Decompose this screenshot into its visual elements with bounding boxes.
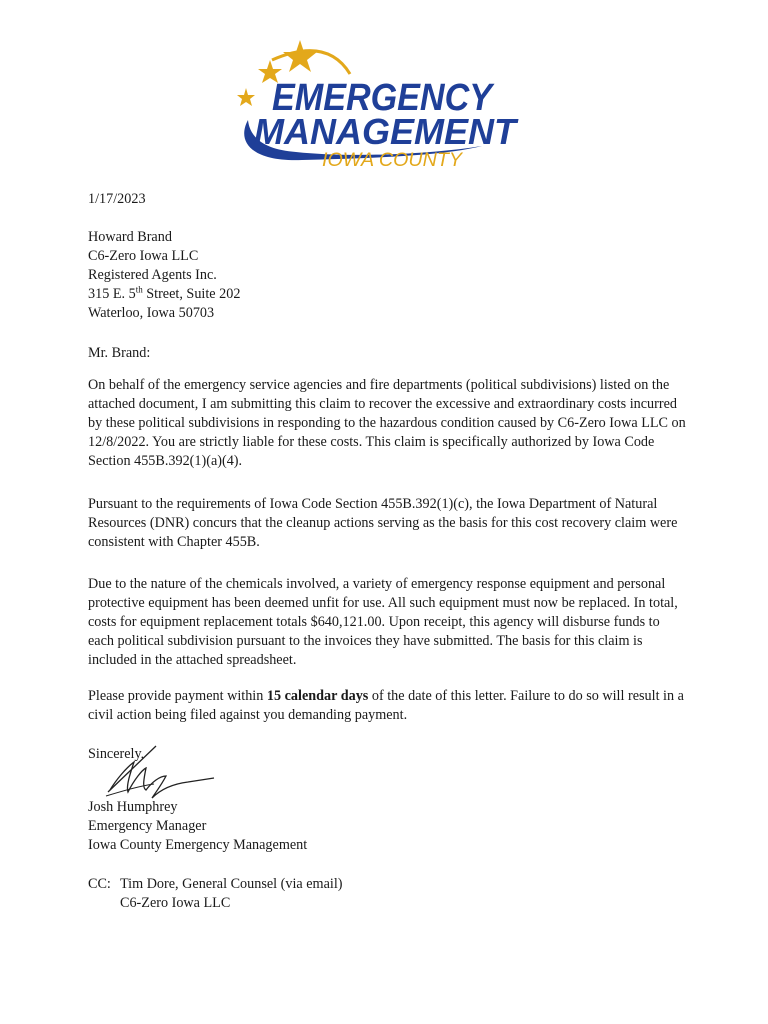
signer-block bbox=[88, 798, 307, 855]
emergency-management-logo bbox=[232, 38, 532, 178]
recipient-street bbox=[88, 285, 240, 304]
logo-line-management: MANAGEMENT bbox=[254, 111, 520, 152]
paragraph-claim-text: On behalf of the emergency service agencies and fire departments (political subdivisions) listed on the attached document, I am submitting this claim to recover the excessive and extraordinary costs incurred by these political subdivisions in responding to the hazardous condition caused by C6-Zero Iowa LLC on 12/8/2022. You are strictly liable for these costs. This claim is specifically authorized by Iowa Code Section 455B.392(1)(a)(4). bbox=[88, 377, 686, 469]
paragraph-equipment bbox=[88, 575, 688, 670]
cc-recipient-1: Tim Dore, General Counsel (via email) bbox=[120, 876, 343, 892]
paragraph-payment-text bbox=[88, 687, 688, 725]
logo-line-emergency: EMERGENCY bbox=[272, 77, 496, 119]
signer-title: Emergency Manager bbox=[88, 818, 207, 834]
recipient-agent: Registered Agents Inc. bbox=[88, 267, 217, 283]
recipient-city: Waterloo, Iowa 50703 bbox=[88, 305, 215, 321]
paragraph-claim bbox=[88, 376, 688, 471]
recipient-address bbox=[88, 228, 240, 323]
payment-deadline: 15 calendar days bbox=[266, 688, 369, 704]
logo-line-iowa-county: IOWA COUNTY bbox=[322, 150, 464, 171]
letter-date: 1/17/2023 bbox=[88, 191, 146, 207]
street-number: 315 E. 5 bbox=[88, 286, 136, 302]
signer-name: Josh Humphrey bbox=[88, 799, 178, 815]
paragraph-dnr-text: Pursuant to the requirements of Iowa Code Section 455B.392(1)(c), the Iowa Department of Natural Resources (DNR) concurs that the cleanup actions serving as the basis for this cost recovery claim were consistent with Chapter 455B. bbox=[88, 496, 678, 550]
paragraph-equipment-text: Due to the nature of the chemicals involved, a variety of emergency response equipment and personal protective equipment has been deemed unfit for use. All such equipment must now be replaced. In total, costs for equipment replacement totals $640,121.00. Upon receipt, this agency will disburse funds to each political subdivision pursuant to the invoices they have submitted. The basis for this claim is included in the attached spreadsheet. bbox=[88, 576, 678, 668]
cc-label: CC: bbox=[88, 876, 111, 892]
paragraph-dnr bbox=[88, 495, 688, 552]
payment-text-start: Please provide payment within bbox=[88, 688, 267, 704]
payment-text-end: of the date of this letter. Failure to do so will result in a civil action being filed against you demanding payment. bbox=[88, 688, 684, 723]
recipient-company: C6-Zero Iowa LLC bbox=[88, 248, 199, 264]
cc-recipient-2: C6-Zero Iowa LLC bbox=[120, 895, 231, 911]
closing: Sincerely, bbox=[88, 746, 145, 762]
cc-block bbox=[88, 875, 342, 913]
salutation: Mr. Brand: bbox=[88, 345, 151, 361]
signer-org: Iowa County Emergency Management bbox=[88, 837, 308, 853]
recipient-name: Howard Brand bbox=[88, 229, 172, 245]
street-name: Street, Suite 202 bbox=[142, 286, 241, 302]
street-suffix: th bbox=[135, 284, 143, 295]
cc-row-1 bbox=[88, 875, 342, 894]
paragraph-payment bbox=[88, 687, 688, 725]
